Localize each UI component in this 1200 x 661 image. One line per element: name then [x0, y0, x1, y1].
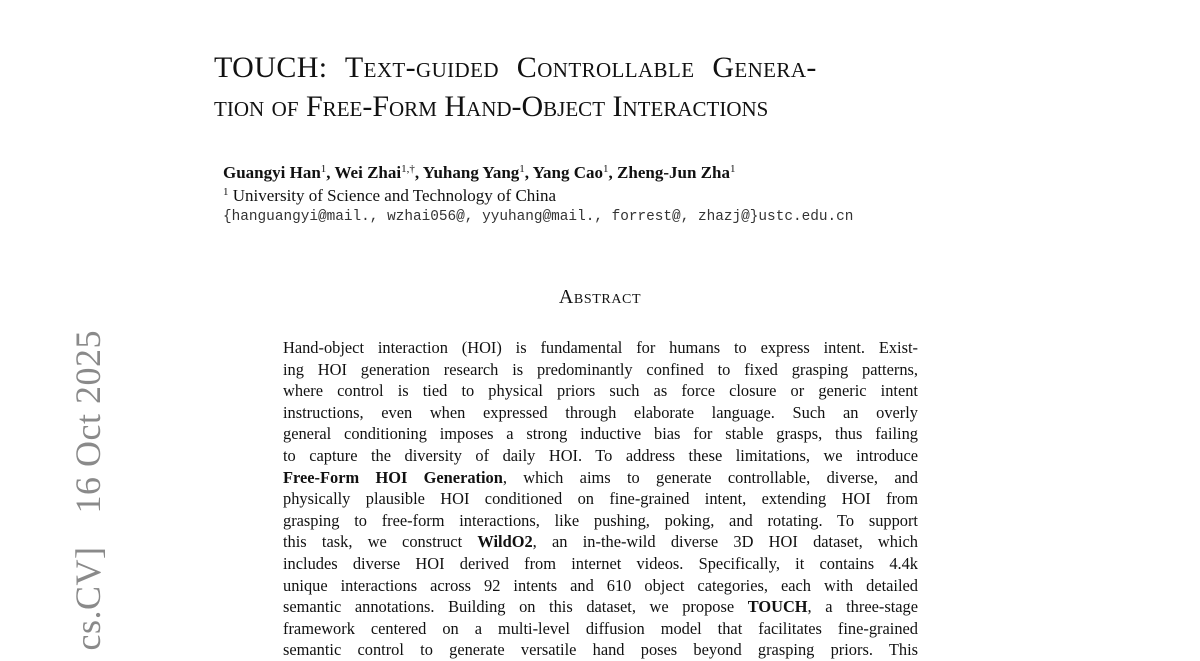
author-emails: {hanguangyi@mail., wzhai056@, yyuhang@mail., forrest@, zhazj@}ustc.edu.cn — [223, 209, 854, 225]
abstract-line: to capture the diversity of daily HOI. To address these limitations, we introduce — [283, 445, 918, 465]
abstract-body — [283, 337, 918, 661]
author-affiliation-mark: 1 — [320, 163, 327, 175]
abstract-line: includes diverse HOI derived from internet videos. Specifically, it contains 4.4k — [283, 553, 918, 573]
affiliation — [223, 185, 556, 206]
affiliation-mark: 1 — [223, 186, 229, 198]
author: Yang Cao — [532, 163, 604, 182]
author-affiliation-mark: 1 — [603, 163, 609, 175]
author: Guangyi Han — [223, 163, 321, 182]
abstract-line: semantic control to generate versatile hand poses beyond grasping priors. This — [283, 640, 918, 660]
abstract-line: physically plausible HOI conditioned on fine-grained intent, extending HOI from — [283, 489, 918, 509]
abstract-line: Hand-object interaction (HOI) is fundamental for humans to express intent. Exist- — [283, 338, 918, 357]
author: Zheng-Jun Zha — [617, 163, 730, 182]
abstract-line: semantic annotations. Building on this dataset, we propose TOUCH, a three-stage — [283, 597, 918, 617]
abstract-line: framework centered on a multi-level diffusion model that facilitates fine-grained — [283, 618, 918, 638]
abstract-line: where control is tied to physical priors such as force closure or generic intent — [283, 381, 918, 401]
abstract-line: general conditioning imposes a strong inductive bias for stable grasps, thus failing — [283, 424, 918, 444]
bold-term: TOUCH — [747, 597, 808, 617]
paper-title — [214, 48, 994, 126]
author-affiliation-mark: 1 — [519, 163, 525, 175]
title-line-1: TOUCH: Text-guided Controllable Genera- — [214, 51, 817, 84]
bold-term: WildO2 — [477, 532, 533, 552]
abstract-line: ing HOI generation research is predominantly confined to fixed grasping patterns, — [283, 359, 918, 379]
abstract-line: unique interactions across 92 intents and 610 object categories, each with detailed — [283, 575, 918, 595]
title-line-2: tion of Free-Form Hand-Object Interactions — [214, 90, 769, 123]
abstract-line: instructions, even when expressed through elaborate language. Such an overly — [283, 402, 918, 422]
arxiv-category: cs.CV] — [68, 546, 108, 651]
author: Yuhang Yang — [422, 163, 520, 182]
author-list: Guangyi Han$^1$, Wei Zhai$^{1,\dagger}$, Yuhang Yang$^1$, Yang Cao$^1$, Zheng-Jun Zha$^1$ — [223, 163, 736, 182]
abstract-heading: Abstract — [558, 286, 642, 308]
abstract-line: grasping to free-form interactions, like pushing, poking, and rotating. To support — [283, 510, 918, 530]
abstract-line: Free-Form HOI Generation, which aims to generate controllable, diverse, and — [283, 467, 918, 487]
author: Wei Zhai — [334, 163, 402, 182]
arxiv-date: 16 Oct 2025 — [68, 330, 108, 514]
abstract-line: this task, we construct WildO2, an in-the-wild diverse 3D HOI dataset, which — [283, 532, 918, 552]
author-affiliation-mark: 1,† — [401, 163, 415, 175]
author-affiliation-mark: 1 — [729, 163, 736, 175]
bold-term: Free-Form HOI Generation — [283, 467, 503, 487]
arxiv-side-stamp — [70, 330, 106, 650]
affiliation-text: University of Science and Technology of China — [232, 186, 557, 205]
